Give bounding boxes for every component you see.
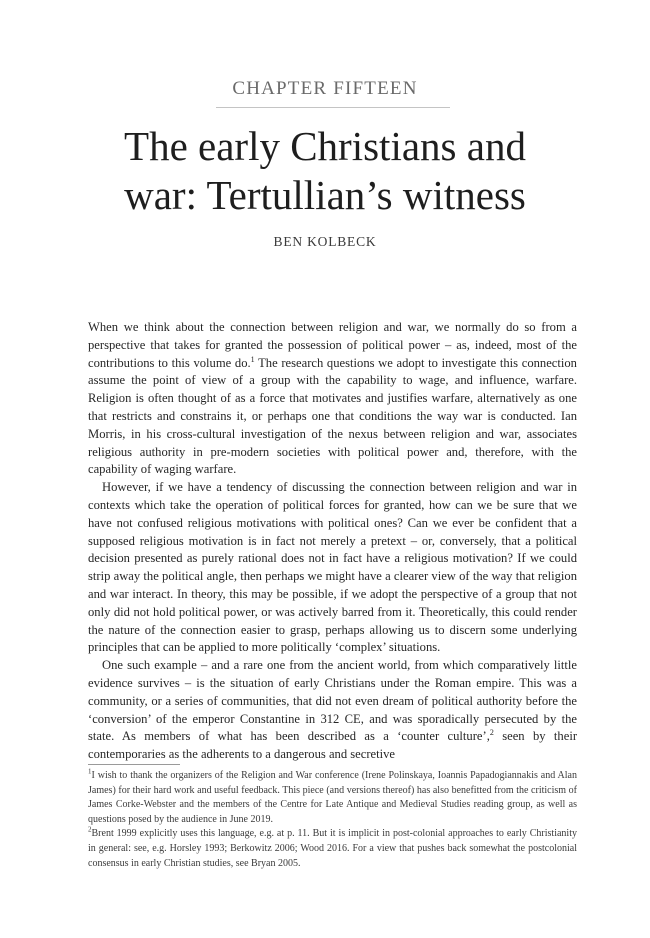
footnote-reference-1: 1 (250, 354, 255, 364)
paragraph-1 (88, 319, 577, 479)
footnote-marker-1: 1 (88, 767, 92, 776)
footnotes (88, 769, 577, 871)
footnote-1-text: I wish to thank the organizers of the Religion and War conference (Irene Polinskaya, Ioannis Papadogiannakis and Alan James) for their hard work and useful feedback. This piece (and versions thereof) has also benefitted from the criticism of James Corke-Webster and the members of the Centre for Late Antique and Medieval Studies reading group, as well as questions posed by the audience in June 2019. (88, 770, 577, 825)
chapter-label-rule (216, 107, 450, 108)
chapter-title-line-1: The early Christians and (124, 123, 526, 169)
chapter-label: CHAPTER FIFTEEN (232, 78, 418, 99)
chapter-title-line-2: war: Tertullian’s witness (124, 172, 526, 218)
paragraph-2: However, if we have a tendency of discussing the connection between religion and war in contexts which take the operation of political forces for granted, how can we be sure that we have not confused religious motivations with political ones? Can we ever be confident that a supposed religious motivation is in fact not merely a pretext – or, conversely, that a political decision presented as purely rational does not in fact have a religious motivation? If we could strip away the political angle, then perhaps we might have a clearer view of the way that religion and war interact. In theory, this may be possible, if we adopt the perspective of a group that not only did not hold political power, or was actively barred from it. Theoretically, this could render the nature of the connection easier to grasp, perhaps allowing us to discern some underlying principles that can be applied to more politically ‘complex’ situations. (88, 480, 577, 655)
paragraph-3-text-a: One such example – and a rare one from the ancient world, from which comparatively little evidence survives – is the situation of early Christians under the Roman empire. This was a community, or a series of communities, that did not even dream of political authority before the ‘conversion’ of the emperor Constantine in 312 CE, and was sporadically persecuted by the state. As members of what has been described as a ‘counter culture’, (88, 658, 577, 744)
footnote-marker-2: 2 (88, 826, 92, 835)
footnote-2 (88, 827, 577, 871)
author-name: BEN KOLBECK (273, 234, 377, 249)
body-text (88, 319, 577, 764)
paragraph-1-text-b: The research questions we adopt to investigate this connection assume the point of view of a group with the capability to wage, and influence, warfare. Religion is often thought of as a force that motivates and justifies warfare, alternatively as one that restricts and constrains it, or perhaps one that conditions the way war is conducted. Ian Morris, in his cross-cultural investigation of the nexus between religion and war, associates religious authority in pre-modern societies with political power and, therefore, with the capability of waging warfare. (88, 355, 577, 477)
footnote-reference-2: 2 (489, 728, 494, 738)
footnote-1 (88, 769, 577, 827)
footnote-2-text: Brent 1999 explicitly uses this language, e.g. at p. 11. But it is implicit in post-colonial approaches to early Christianity in general: see, e.g. Horsley 1993; Berkowitz 2006; Wood 2016. For a view that pushes back somewhat the postcolonial consensus in early Christian studies, see Bryan 2005. (88, 828, 577, 869)
paragraph-1-text-a: When we think about the connection between religion and war, we normally do so from a perspective that takes for granted the possession of political power – as, indeed, most of the contributions to this volume do. (88, 320, 577, 370)
paragraph-3 (88, 657, 577, 764)
paragraph-3-text-b: seen by their contemporaries as the adherents to a dangerous and secretive (88, 729, 578, 762)
chapter-title (0, 122, 650, 220)
footnote-separator (88, 764, 180, 765)
